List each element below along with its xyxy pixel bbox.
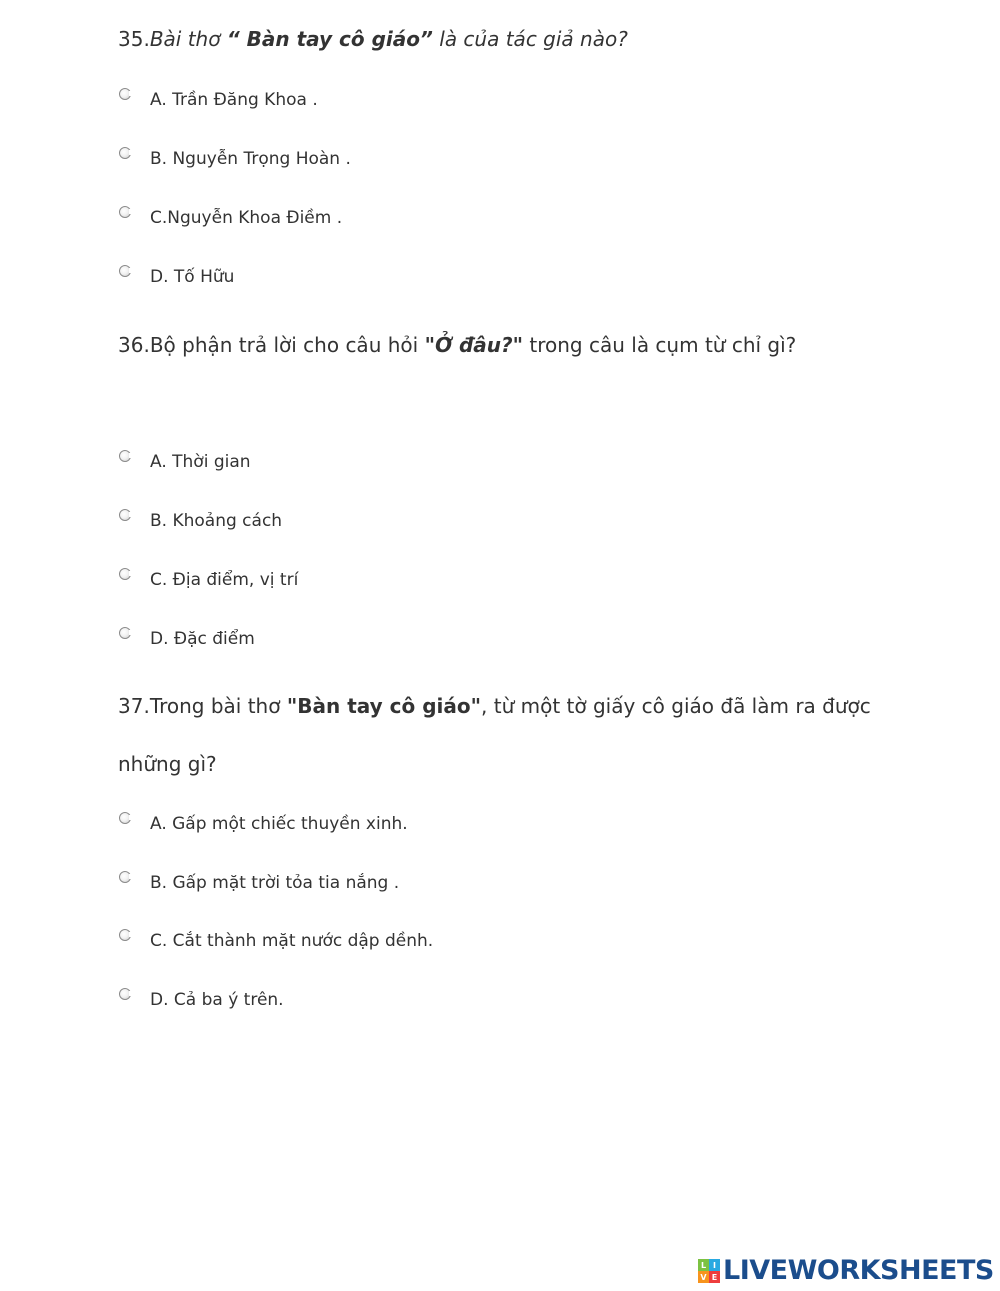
logo-block: V xyxy=(698,1271,709,1283)
question-36-option-d[interactable] xyxy=(118,631,718,659)
question-37-option-a[interactable] xyxy=(118,816,718,844)
option-label: B. Gấp mặt trời tỏa tia nắng . xyxy=(150,873,400,893)
logo-block: L xyxy=(698,1259,709,1271)
option-label: A. Thời gian xyxy=(150,452,251,472)
option-label: C.Nguyễn Khoa Điềm . xyxy=(150,208,343,228)
question-35 xyxy=(118,27,628,51)
question-37-text-before: Trong bài thơ xyxy=(149,694,287,718)
question-35-option-a[interactable] xyxy=(118,92,718,120)
question-35-option-b[interactable] xyxy=(118,151,718,179)
logo-blocks-icon xyxy=(698,1259,720,1283)
option-label: C. Cắt thành mặt nước dập dềnh. xyxy=(150,931,434,951)
question-36-option-a[interactable] xyxy=(118,454,718,482)
radio-button-37-d[interactable] xyxy=(119,988,131,1000)
question-36-option-b[interactable] xyxy=(118,513,718,541)
question-37-option-c[interactable] xyxy=(118,933,718,961)
question-36-number: 36. xyxy=(118,333,150,357)
question-35-text-bold: “ Bàn tay cô giáo” xyxy=(226,27,433,51)
question-35-option-c[interactable] xyxy=(118,210,718,238)
logo-block: E xyxy=(709,1271,720,1283)
question-35-number: 35. xyxy=(118,27,150,51)
radio-button-37-b[interactable] xyxy=(119,871,131,883)
radio-button-37-c[interactable] xyxy=(119,929,131,941)
radio-button-35-c[interactable] xyxy=(119,206,131,218)
radio-button-36-a[interactable] xyxy=(119,450,131,462)
option-label: D. Đặc điểm xyxy=(150,629,255,649)
question-37-text-line2: những gì? xyxy=(118,752,217,776)
question-35-option-d[interactable] xyxy=(118,269,718,297)
radio-button-35-a[interactable] xyxy=(119,88,131,100)
question-36-option-c[interactable] xyxy=(118,572,718,600)
radio-button-35-b[interactable] xyxy=(119,147,131,159)
option-label: B. Nguyễn Trọng Hoàn . xyxy=(150,149,351,169)
radio-button-36-b[interactable] xyxy=(119,509,131,521)
option-label: C. Địa điểm, vị trí xyxy=(150,570,299,590)
option-label: A. Trần Đăng Khoa . xyxy=(150,90,318,110)
question-35-text-before: Bài thơ xyxy=(149,27,227,51)
radio-button-36-c[interactable] xyxy=(119,568,131,580)
logo-text: LIVEWORKSHEETS xyxy=(723,1255,994,1286)
question-37-option-b[interactable] xyxy=(118,875,718,903)
option-label: D. Tố Hữu xyxy=(150,267,235,287)
logo-block: I xyxy=(709,1259,720,1271)
option-label: A. Gấp một chiếc thuyền xinh. xyxy=(150,814,408,834)
question-35-text-after: là của tác giả nào? xyxy=(432,27,628,51)
question-37 xyxy=(118,694,871,718)
question-37-number: 37. xyxy=(118,694,150,718)
question-37-line2 xyxy=(118,752,217,776)
question-36-text-bold: "Ở đâu?" xyxy=(424,333,524,357)
radio-button-35-d[interactable] xyxy=(119,265,131,277)
question-36 xyxy=(118,333,796,357)
radio-button-36-d[interactable] xyxy=(119,627,131,639)
question-36-text-before: Bộ phận trả lời cho câu hỏi xyxy=(149,333,425,357)
question-37-text-bold: "Bàn tay cô giáo" xyxy=(286,694,482,718)
option-label: B. Khoảng cách xyxy=(150,511,283,531)
liveworksheets-logo xyxy=(698,1257,994,1285)
option-label: D. Cả ba ý trên. xyxy=(150,990,284,1010)
question-37-text-after: , từ một tờ giấy cô giáo đã làm ra được xyxy=(481,694,871,718)
radio-button-37-a[interactable] xyxy=(119,812,131,824)
question-37-option-d[interactable] xyxy=(118,992,718,1020)
question-36-text-after: trong câu là cụm từ chỉ gì? xyxy=(523,333,797,357)
